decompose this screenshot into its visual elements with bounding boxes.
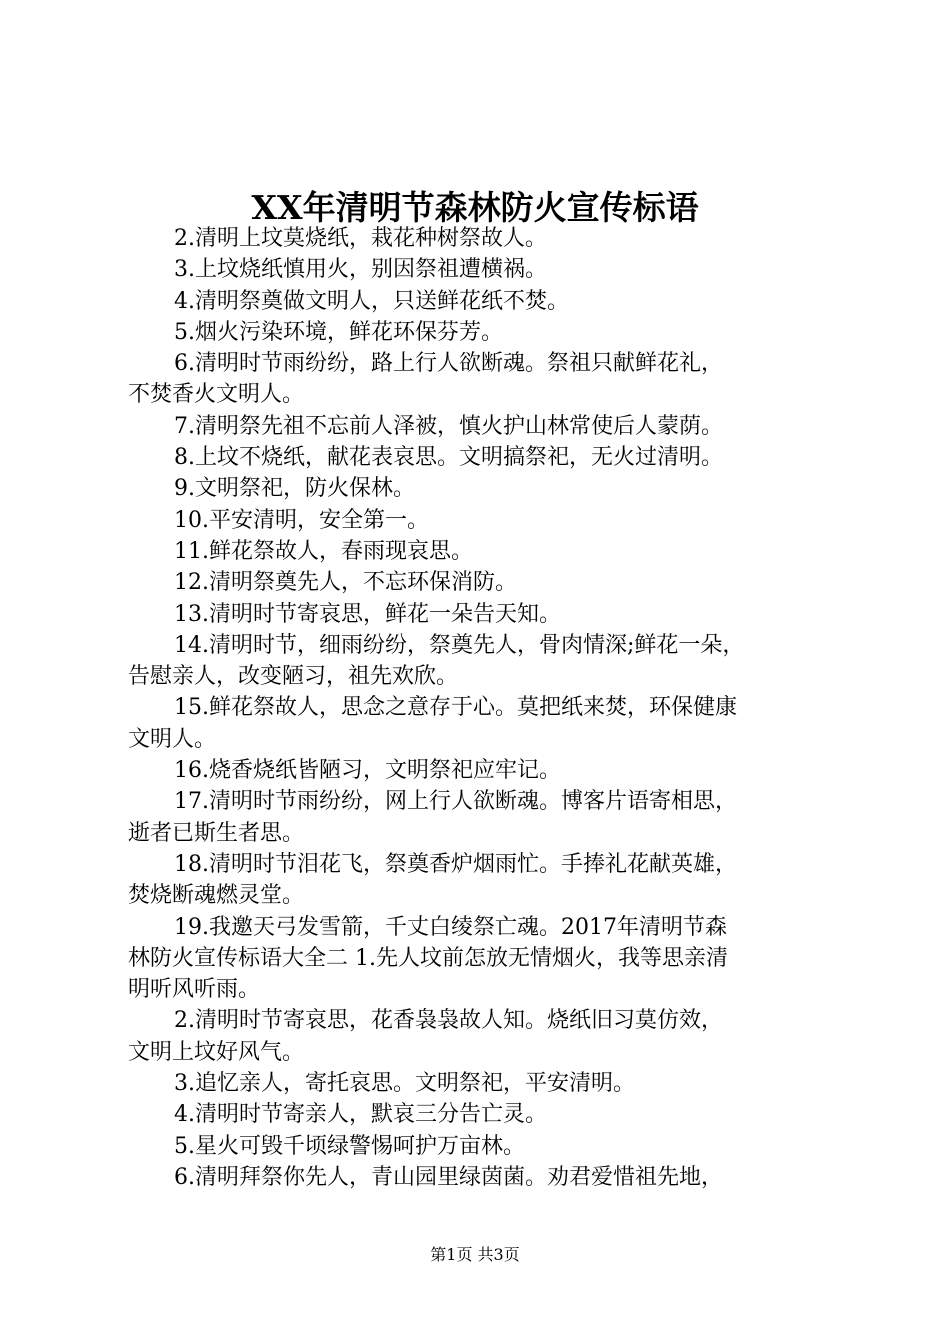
paragraph-line: 焚烧断魂燃灵堂。 [128, 883, 305, 909]
paragraph-line: 16.烧香烧纸皆陋习，文明祭祀应牢记。 [174, 758, 561, 784]
slogan-paragraph [128, 254, 828, 285]
slogan-paragraph [128, 786, 828, 849]
paragraph-line: 13.清明时节寄哀思，鲜花一朵告天知。 [174, 601, 561, 627]
slogan-paragraph [128, 755, 828, 786]
paragraph-line: 4.清明时节寄亲人，默哀三分告亡灵。 [174, 1102, 547, 1128]
paragraph-line: 告慰亲人，改变陋习，祖先欢欣。 [128, 664, 459, 690]
document-title: XX年清明节森林防火宣传标语 [251, 188, 699, 227]
paragraph-line: 4.清明祭奠做文明人，只送鲜花纸不焚。 [174, 288, 569, 314]
paragraph-line: 9.文明祭祀，防火保林。 [174, 476, 415, 502]
paragraph-line: 8.上坟不烧纸，献花表哀思。文明搞祭祀，无火过清明。 [174, 445, 723, 471]
paragraph-line: 11.鲜花祭故人，春雨现哀思。 [174, 538, 473, 564]
slogan-paragraph [128, 1162, 828, 1193]
slogan-paragraph [128, 223, 828, 254]
paragraph-line: 文明人。 [128, 726, 217, 752]
paragraph-line: 林防火宣传标语大全二 1.先人坟前怎放无情烟火，我等思亲清 [128, 945, 728, 971]
slogan-paragraph [128, 1068, 828, 1099]
slogan-paragraph [128, 505, 828, 536]
slogan-paragraph [128, 567, 828, 598]
slogan-paragraph [128, 599, 828, 630]
paragraph-line: 17.清明时节雨纷纷，网上行人欲断魂。博客片语寄相思， [174, 789, 737, 815]
slogan-paragraph [128, 630, 828, 693]
page-footer: 第1页 共3页 [430, 1245, 520, 1264]
paragraph-line: 3.上坟烧纸慎用火，别因祭祖遭横祸。 [174, 257, 547, 283]
paragraph-line: 12.清明祭奠先人，不忘环保消防。 [174, 570, 517, 596]
paragraph-line: 文明上坟好风气。 [128, 1039, 305, 1065]
paragraph-line: 7.清明祭先祖不忘前人泽被，慎火护山林常使后人蒙荫。 [174, 413, 723, 439]
paragraph-line: 14.清明时节，细雨纷纷，祭奠先人，骨肉情深;鲜花一朵， [174, 632, 745, 658]
paragraph-line: 逝者已斯生者思。 [128, 820, 305, 846]
slogan-paragraph [128, 442, 828, 473]
paragraph-line: 明听风听雨。 [128, 977, 261, 1003]
slogan-paragraph [128, 411, 828, 442]
paragraph-line: 5.烟火污染环境，鲜花环保芬芳。 [174, 319, 503, 345]
slogan-paragraph [128, 317, 828, 348]
slogan-paragraph [128, 912, 828, 1006]
slogan-paragraph [128, 348, 828, 411]
paragraph-line: 19.我邀天弓发雪箭，千丈白绫祭亡魂。2017年清明节森 [174, 914, 727, 940]
slogan-paragraph [128, 1099, 828, 1130]
paragraph-line: 不焚香火文明人。 [128, 382, 305, 408]
slogan-paragraph [128, 536, 828, 567]
paragraph-line: 2.清明上坟莫烧纸，栽花种树祭故人。 [174, 226, 547, 251]
paragraph-line: 5.星火可毁千顷绿警惕呵护万亩林。 [174, 1133, 525, 1159]
paragraph-line: 15.鲜花祭故人，思念之意存于心。莫把纸来焚，环保健康 [174, 695, 737, 721]
paragraph-line: 10.平安清明，安全第一。 [174, 507, 429, 533]
paragraph-line: 18.清明时节泪花飞，祭奠香炉烟雨忙。手捧礼花献英雄， [174, 851, 737, 877]
slogan-paragraph [128, 692, 828, 755]
paragraph-line: 2.清明时节寄哀思，花香袅袅故人知。烧纸旧习莫仿效， [174, 1008, 723, 1034]
slogan-paragraph [128, 473, 828, 504]
slogan-paragraph [128, 849, 828, 912]
document-body [128, 223, 828, 1193]
slogan-paragraph [128, 286, 828, 317]
slogan-paragraph [128, 1005, 828, 1068]
slogan-paragraph [128, 1131, 828, 1162]
paragraph-line: 6.清明时节雨纷纷，路上行人欲断魂。祭祖只献鲜花礼， [174, 351, 723, 377]
paragraph-line: 6.清明拜祭你先人，青山园里绿茵菌。劝君爱惜祖先地， [174, 1164, 723, 1190]
paragraph-line: 3.追忆亲人，寄托哀思。文明祭祀，平安清明。 [174, 1071, 635, 1097]
